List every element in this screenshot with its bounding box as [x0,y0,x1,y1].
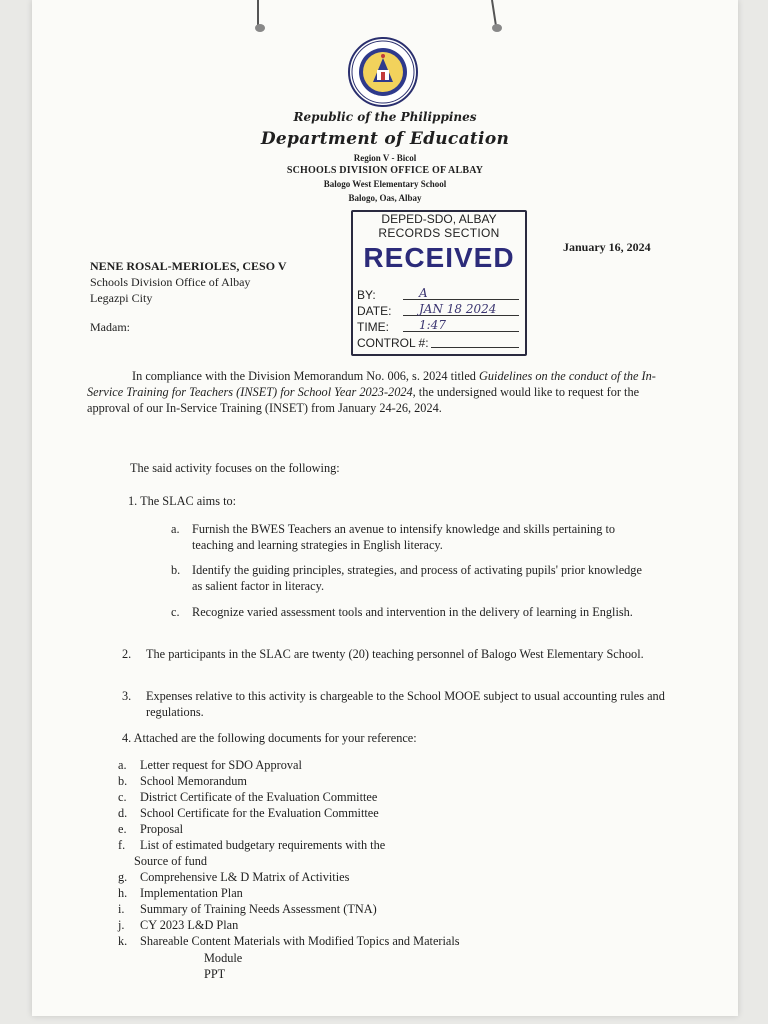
material-item: Module [204,951,243,965]
attachment-letter: a. [118,758,127,772]
opening-paragraph [87,368,657,416]
letter-date: January 16, 2024 [563,240,651,254]
item-number: 3. [122,689,132,703]
item-4: 4. Attached are the following documents for your reference: [122,731,417,745]
stamp-control-row [357,336,521,350]
aim-item [171,604,652,620]
aim-text: Furnish the BWES Teachers an avenue to intensify knowledge and skills pertaining to teaching and learning strategies in English literacy. [192,522,616,552]
memo-title: Guidelines on the conduct of the In-Service Training for Teachers (INSET) for School Year 2023-2024, [87,369,656,399]
attachment-letter: i. [118,902,125,916]
attachment-text: School Certificate for the Evaluation Committee [140,806,379,820]
aim-item [171,521,652,553]
attachment-letter: b. [118,774,128,788]
opening-text: In compliance with the Division Memorandum No. 006, s. 2024 titled [132,369,479,383]
addressee-block [90,258,287,306]
region-heading: Region V - Bicol [353,153,417,163]
stamp-time-label: TIME: [357,320,389,334]
stamp-section: RECORDS SECTION [378,226,500,240]
item-text: The participants in the SLAC are twenty (20) teaching personnel of Balogo West Elementary School. [146,647,644,661]
addressee-office: Schools Division Office of Albay [90,275,251,289]
aim-text: Identify the guiding principles, strategies, and process of activating pupils' prior knowledge as salient factor in literacy. [192,563,642,593]
attachment-letter: c. [118,790,127,804]
addressee-name: NENE ROSAL-MERIOLES, CESO V [90,259,287,273]
attachment-text: School Memorandum [140,774,247,788]
aim-item [171,562,652,594]
stamp-date-label: DATE: [357,304,392,318]
school-heading: Balogo West Elementary School [323,179,447,189]
focus-intro: The said activity focuses on the following: [130,461,340,475]
stamp-received: RECEIVED [363,242,515,273]
attachment-text: Summary of Training Needs Assessment (TNA) [140,902,377,916]
attachment-letter: h. [118,886,128,900]
item-3 [122,688,686,720]
item-2 [122,646,686,662]
republic-heading: Republic of the Philippines [293,110,477,124]
attachment-letter: e. [118,822,127,836]
stamp-by-signature: A [419,286,428,300]
aim-letter: a. [171,522,180,536]
stamp-control-label: CONTROL #: [357,336,429,350]
deped-seal-icon [347,36,419,108]
stamp-by-label: BY: [357,288,376,302]
attachment-text: Source of fund [134,854,208,868]
binder-clip-right [490,0,502,36]
received-stamp [351,210,527,356]
division-heading: SCHOOLS DIVISION OFFICE OF ALBAY [286,165,484,176]
attachment-text: Shareable Content Materials with Modified Topics and Materials [140,934,460,948]
stamp-time-value: 1:47 [419,318,446,332]
attachment-text: List of estimated budgetary requirements with the [140,838,386,852]
letter-page [32,0,738,1016]
aim-letter: c. [171,605,180,619]
stamp-by-row [357,288,521,302]
aim-letter: b. [171,563,181,577]
aim-text: Recognize varied assessment tools and intervention in the delivery of learning in English. [192,605,633,619]
attachment-text: Letter request for SDO Approval [140,758,302,772]
attachment-text: Comprehensive L& D Matrix of Activities [140,870,350,884]
attachment-letter: d. [118,806,128,820]
material-item: PPT [204,967,226,981]
attachment-text: District Certificate of the Evaluation Committee [140,790,378,804]
attachment-letter: k. [118,934,128,948]
stamp-office: DEPED-SDO, ALBAY [381,212,497,226]
attachment-letter: f. [118,838,126,852]
department-heading: Department of Education [260,129,510,149]
stamp-time-row [357,320,521,334]
request-text: the undersigned would like to request for the approval of our In-Service Training (INSET) from January 24-26, 2024. [87,385,640,415]
item-number: 2. [122,647,132,661]
attachment-text: Proposal [140,822,184,836]
salutation: Madam: [90,320,130,334]
school-address: Balogo, Oas, Albay [348,193,422,203]
addressee-city: Legazpi City [90,291,153,305]
attachment-letter: j. [118,918,125,932]
item-1-heading: 1. The SLAC aims to: [128,494,237,508]
item-text: Expenses relative to this activity is chargeable to the School MOOE subject to usual accounting rules and regulations. [146,689,665,719]
attachment-text: Implementation Plan [140,886,243,900]
stamp-date-value: JAN 18 2024 [419,302,497,316]
attachment-text: CY 2023 L&D Plan [140,918,239,932]
stamp-date-row [357,304,521,318]
binder-clip-left [254,0,266,36]
attachment-letter: g. [118,870,128,884]
